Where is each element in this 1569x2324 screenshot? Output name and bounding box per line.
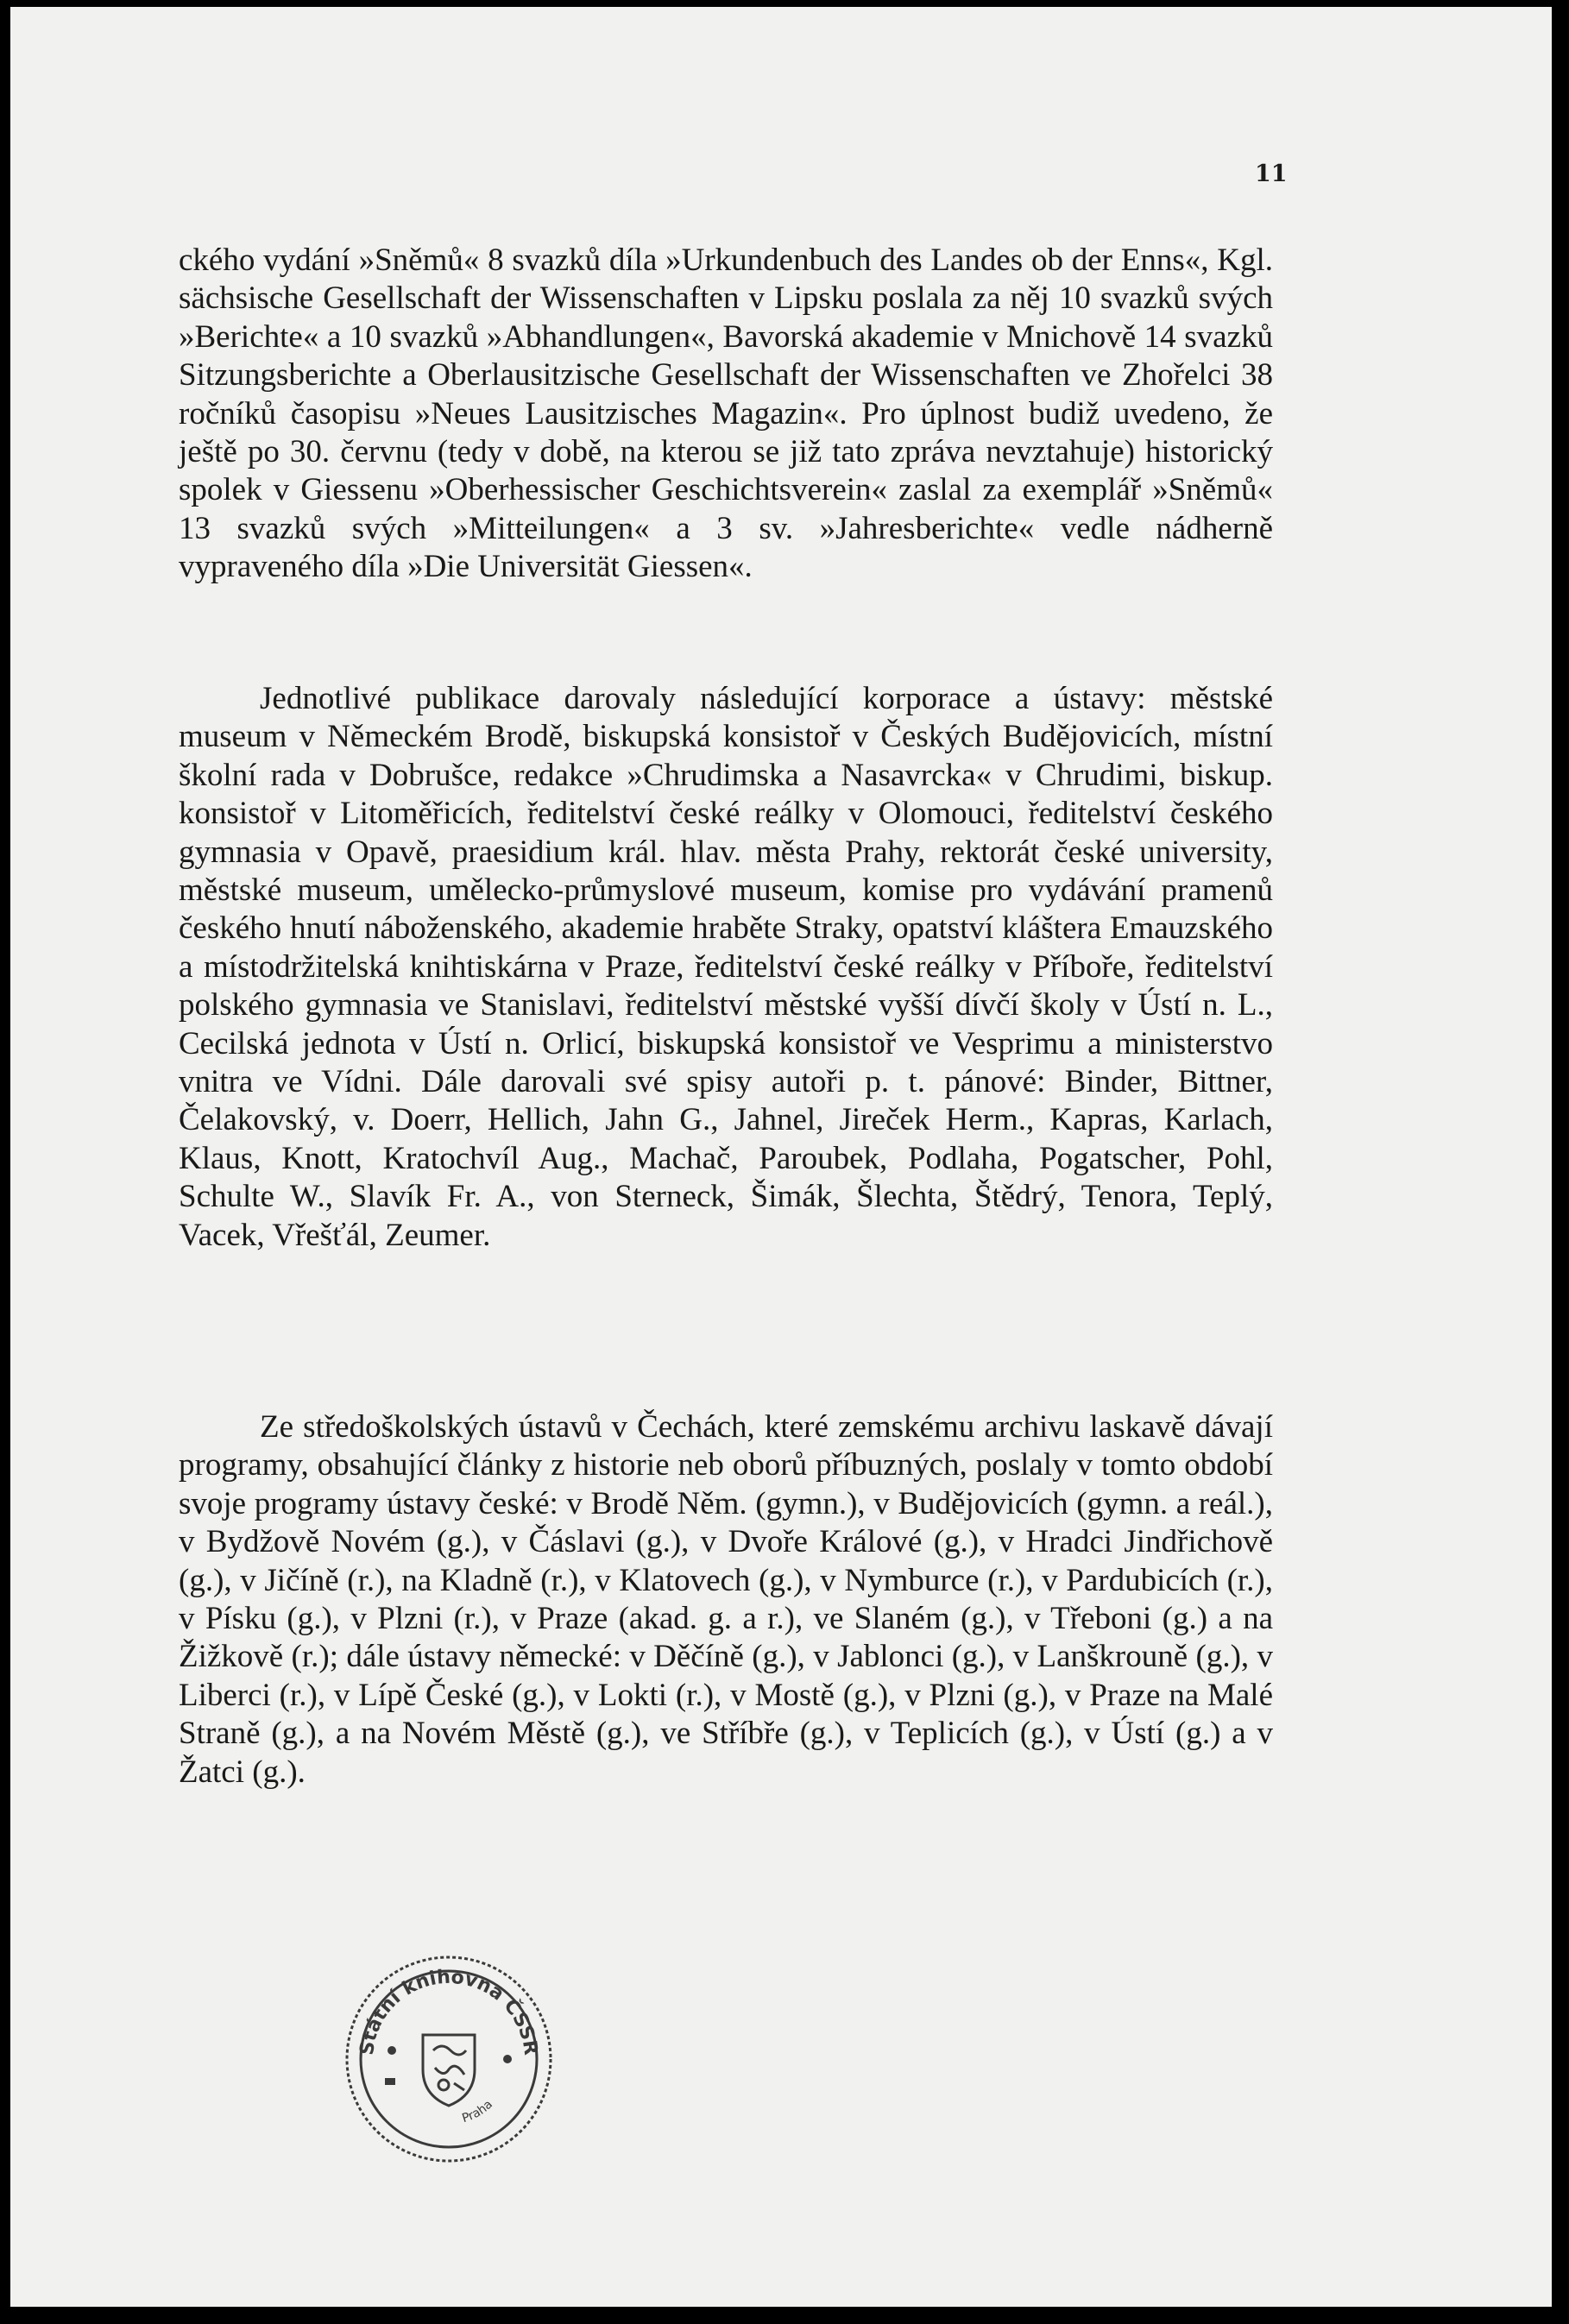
library-stamp [338,1949,559,2170]
stamp-text-bottom: Praha [460,2097,495,2126]
paragraph-3-text: Ze středoškolských ústavů v Čechách, které zemskému archivu laskavě dávají programy, obsahující články z historie neb oborů příbuzných, poslaly v tomto období svoje programy ústavy české: v Brodě Něm. (gymn.), v Budějovicích (gymn. a reál.), v Bydžově Novém (g.), v Čáslavi (g.), v Dvoře Králové (g.), v Hradci Jindřichově (g.), v Jičíně (r.), na Kladně (r.), v Klatovech (g.), v Nymburce (r.), v Pardubicích (r.), v Písku (g.), v Plzni (r.), v Praze (akad. g. a r.), ve Slaném (g.), v Třeboni (g.) a na Žižkově (r.); dále ústavy německé: v Děčíně (g.), v Jablonci (g.), v Lanškrouně (g.), v Liberci (r.), v Lípě České (g.), v Lokti (r.), v Mostě (g.), v Plzni (g.), v Praze na Malé Straně (g.), a na Novém Městě (g.), ve Stříbře (g.), v Teplicích (g.), v Ústí (g.) a v Žatci (g.). [179,1409,1273,1790]
stamp-ornaments [385,2046,512,2085]
paragraph-1-text: ckého vydání »Sněmů« 8 svazků díla »Urkundenbuch des Landes ob der Enns«, Kgl. sächsische Gesellschaft der Wissenschaften v Lipsku poslala za něj 10 svazků svých »Berichte« a 10 svazků »Abhandlungen«, Bavorská akademie v Mnichově 14 svazků Sitzungsberichte a Oberlausitzische Gesellschaft der Wissenschaften ve Zhořelci 38 ročníků časopisu »Neues Lausitzisches Magazin«. Pro úplnost budiž uvedeno, že ještě po 30. červnu (tedy v době, na kterou se již tato zpráva nevztahuje) historický spolek v Giessenu »Oberhessischer Geschichtsverein« zaslal za exemplář »Sněmů« 13 svazků svých »Mitteilungen« a 3 sv. »Jahresberichte« vedle nádherně vypraveného díla »Die Universität Giessen«. [179,242,1273,585]
paragraph-3 [179,1408,1273,1792]
paragraph-2-text: Jednotlivé publikace darovaly následující korporace a ústavy: městské museum v Německém Brodě, biskupská konsistoř v Českých Budějovicích, místní školní rada v Dobrušce, redakce »Chrudimska a Nasavrcka« v Chrudimi, biskup. konsistoř v Litoměřicích, ředitelství české reálky v Olomouci, ředitelství českého gymnasia v Opavě, praesidium král. hlav. města Prahy, rektorát české university, městské museum, umělecko-průmyslové museum, komise pro vydávání pramenů českého hnutí náboženského, akademie hraběte Straky, opatství kláštera Emauzského a místodržitelská knihtiskárna v Praze, ředitelství české reálky v Příboře, ředitelství polského gymnasia ve Stanislavi, ředitelství městské vyšší dívčí školy v Ústí n. L., Cecilská jednota v Ústí n. Orlicí, biskupská konsistoř ve Vesprimu a ministerstvo vnitra ve Vídni. Dále darovali své spisy autoři p. t. pánové: Binder, Bittner, Čelakovský, v. Doerr, Hellich, Jahn G., Jahnel, Jireček Herm., Kapras, Karlach, Klaus, Knott, Kratochvíl Aug., Machač, Paroubek, Podlaha, Pogatscher, Pohl, Schulte W., Slavík Fr. A., von Sterneck, Šimák, Šlechta, Štědrý, Tenora, Teplý, Vacek, Vřešťál, Zeumer. [179,681,1273,1253]
paragraph-1 [179,242,1273,587]
coat-of-arms-icon [423,2035,475,2106]
document-page [10,7,1552,2307]
page-number: 11 [1255,161,1288,187]
paragraph-2 [179,680,1273,1255]
stamp-text-top: Státní knihovna ČSSR [356,1966,542,2056]
